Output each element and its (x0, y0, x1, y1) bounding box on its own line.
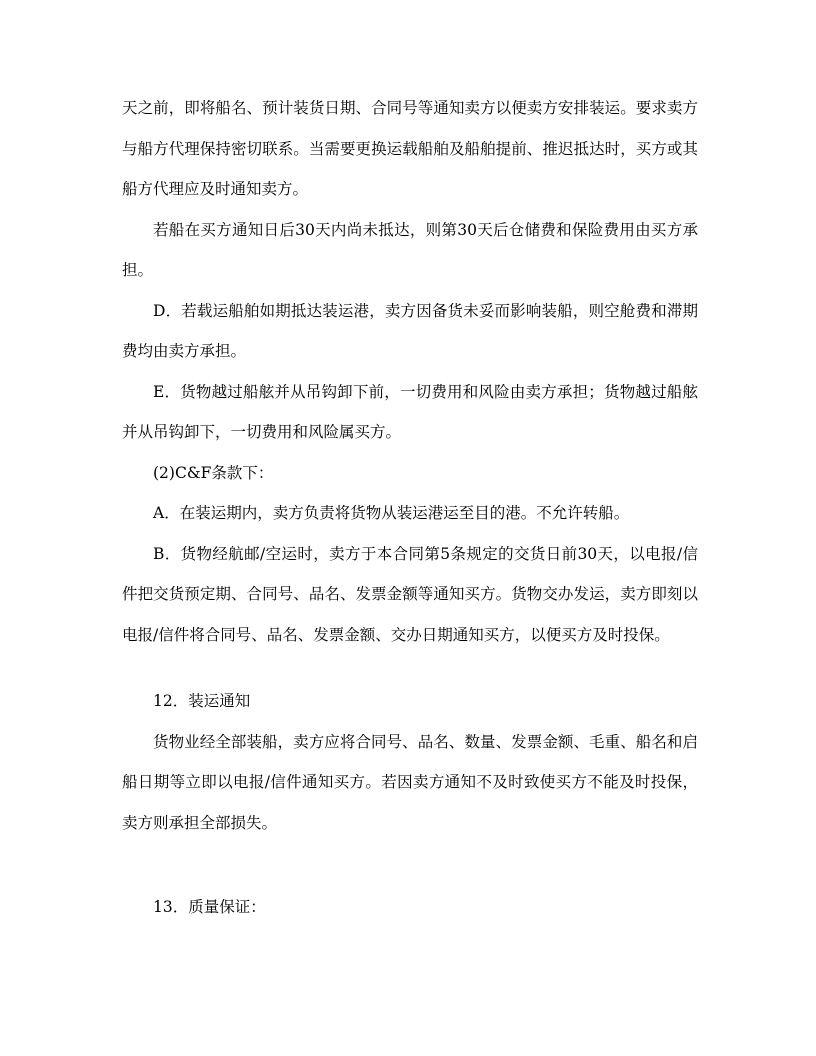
paragraph-cf-clause-b: B．货物经航邮/空运时，卖方于本合同第5条规定的交货日前30天，以电报/信件把交货预定期、合同号、品名、发票金额等通知买方。货物交办发运，卖方即刻以电报/信件将合同号、品名、发票金额、交办日期通知买方，以便买方及时投保。 (122, 544, 698, 644)
document-page (122, 88, 698, 928)
paragraph-clause-e: E．货物越过船舷并从吊钩卸下前，一切费用和风险由卖方承担；货物越过船舷并从吊钩卸下，一切费用和风险属买方。 (122, 382, 698, 441)
spacer (122, 655, 698, 681)
paragraph-ship-delay: 若船在买方通知日后30天内尚未抵达，则第30天后仓储费和保险费用由买方承担。 (122, 220, 698, 279)
paragraph-shipping-notice-continued: 天之前，即将船名、预计装货日期、合同号等通知卖方以便卖方安排装运。要求卖方与船方代理保持密切联系。当需要更换运载船舶及船舶提前、推迟抵达时，买方或其船方代理应及时通知卖方。 (122, 99, 698, 198)
paragraph-clause-d: D．若载运船舶如期抵达装运港，卖方因备货未妥而影响装船，则空舱费和滞期费均由卖方承担。 (122, 301, 698, 360)
section-12-body: 货物业经全部装船，卖方应将合同号、品名、数量、发票金额、毛重、船名和启船日期等立即以电报/信件通知买方。若因卖方通知不及时致使买方不能及时投保，卖方则承担全部损失。 (122, 732, 698, 832)
paragraph-cf-terms-heading: (2)C&F条款下： (153, 463, 274, 482)
spacer (122, 843, 698, 887)
paragraph-cf-clause-a: A．在装运期内，卖方负责将货物从装运港运至目的港。不允许转船。 (153, 504, 630, 522)
section-13-heading: 13．质量保证： (153, 898, 266, 916)
section-12-heading: 12．装运通知 (153, 692, 251, 710)
